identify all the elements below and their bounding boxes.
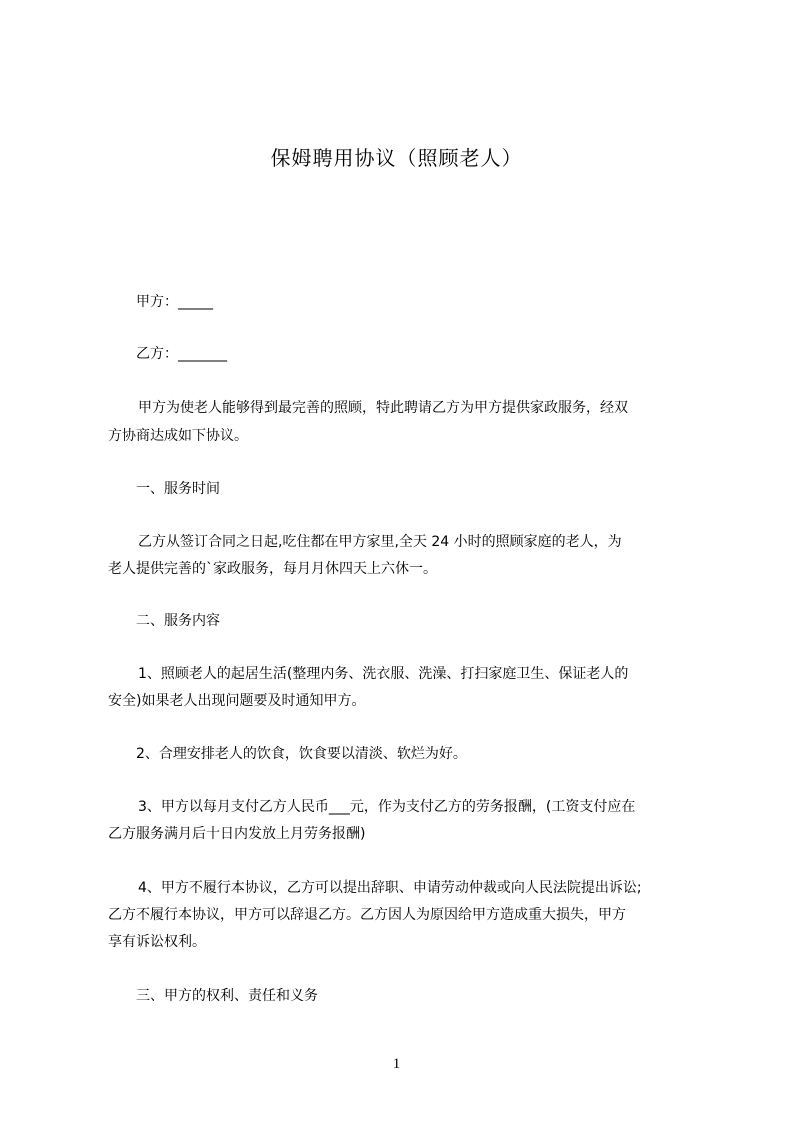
paragraph-line: 3、甲方以每月支付乙方人民币___元，作为支付乙方的劳务报酬，(工资支付应在	[138, 799, 636, 815]
paragraph-line: 乙方服务满月后十日内发放上月劳务报酬)	[108, 826, 366, 842]
paragraph-line: 甲方为使老人能够得到最完善的照顾，特此聘请乙方为甲方提供家政服务，经双	[138, 400, 628, 416]
document-title: 保姆聘用协议（照顾老人）	[270, 146, 523, 170]
section-heading-service-content: 二、服务内容	[136, 613, 220, 629]
paragraph-line: 享有诉讼权利。	[108, 934, 206, 950]
paragraph-line: 方协商达成如下协议。	[108, 428, 248, 444]
party-b-line: 乙方：_______	[136, 346, 227, 362]
paragraph-line: 乙方不履行本协议，甲方可以辞退乙方。乙方因人为原因给甲方造成重大损失，甲方	[108, 907, 626, 923]
clause-2: 2、合理安排老人的饮食，饮食要以清淡、软烂为好。	[136, 746, 467, 762]
paragraph-line: 1、照顾老人的起居生活(整理内务、洗衣服、洗澡、打扫家庭卫生、保证老人的	[138, 666, 629, 682]
page-number: 1	[392, 1056, 401, 1072]
section-heading-service-time: 一、服务时间	[136, 481, 220, 497]
paragraph-line: 4、甲方不履行本协议，乙方可以提出辞职、申请劳动仲裁或向人民法院提出诉讼;	[138, 880, 642, 896]
paragraph-line: 老人提供完善的`家政服务，每月月休四天上六休一。	[108, 561, 437, 577]
paragraph-line: 乙方从签订合同之日起,吃住都在甲方家里,全天 24 小时的照顾家庭的老人，为	[138, 534, 622, 550]
paragraph-line: 安全)如果老人出现问题要及时通知甲方。	[108, 693, 366, 709]
party-a-line: 甲方：_____	[136, 294, 213, 310]
section-heading-party-a-rights: 三、甲方的权利、责任和义务	[136, 988, 318, 1004]
